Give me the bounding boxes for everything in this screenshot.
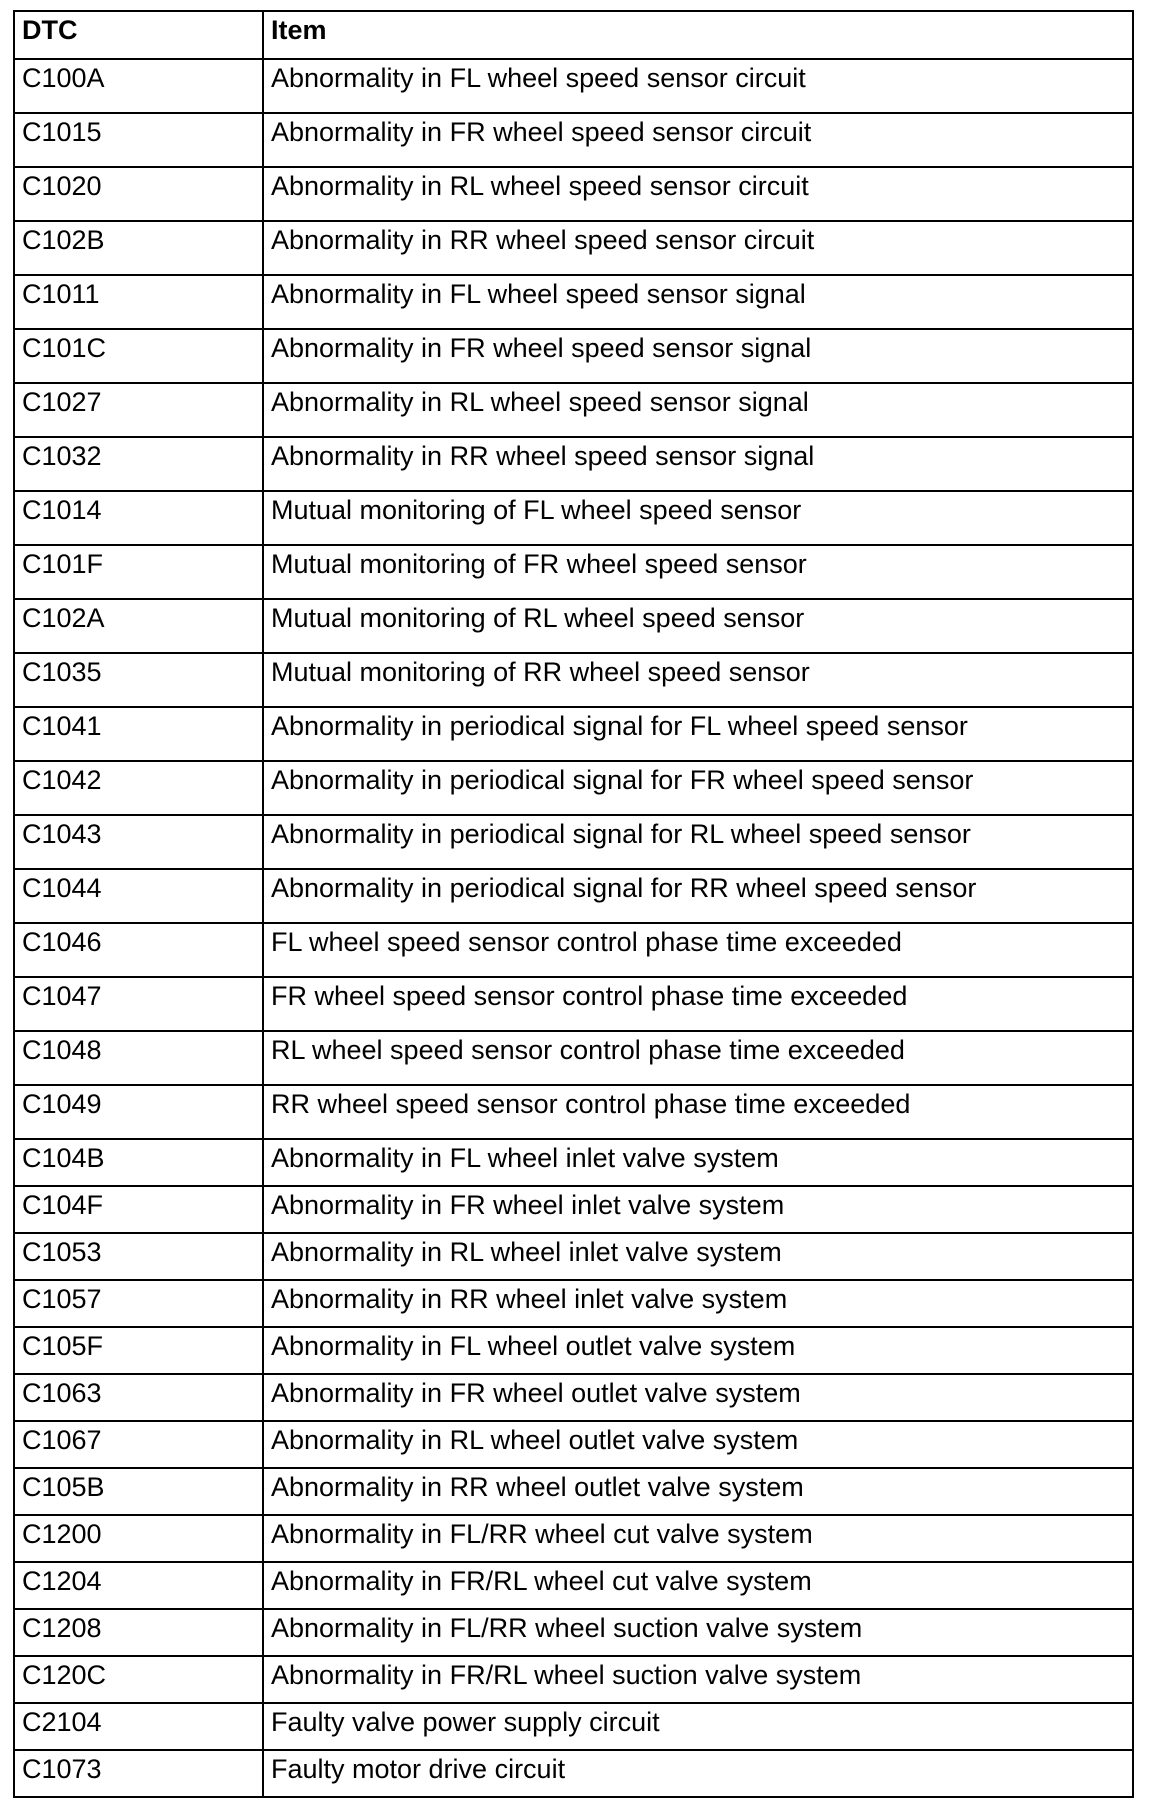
dtc-code-cell: C1067 xyxy=(14,1421,263,1468)
table-row xyxy=(14,977,1133,1031)
dtc-item-cell: Abnormality in FL wheel speed sensor signal xyxy=(263,275,1133,329)
table-row xyxy=(14,1139,1133,1186)
dtc-item-cell: Abnormality in FR wheel speed sensor signal xyxy=(263,329,1133,383)
dtc-item-cell: Abnormality in RR wheel speed sensor circuit xyxy=(263,221,1133,275)
table-row xyxy=(14,1609,1133,1656)
table-row xyxy=(14,59,1133,113)
dtc-code-cell: C1200 xyxy=(14,1515,263,1562)
table-row xyxy=(14,815,1133,869)
dtc-code-cell: C1035 xyxy=(14,653,263,707)
table-row xyxy=(14,1468,1133,1515)
dtc-item-cell: Abnormality in RL wheel speed sensor circuit xyxy=(263,167,1133,221)
dtc-item-cell: Mutual monitoring of RR wheel speed sensor xyxy=(263,653,1133,707)
table-row xyxy=(14,1233,1133,1280)
table-row xyxy=(14,1280,1133,1327)
dtc-item-cell: Abnormality in FL/RR wheel cut valve system xyxy=(263,1515,1133,1562)
column-header-dtc: DTC xyxy=(14,11,263,59)
dtc-item-cell: Faulty motor drive circuit xyxy=(263,1750,1133,1797)
dtc-code-cell: C1020 xyxy=(14,167,263,221)
dtc-item-cell: Abnormality in periodical signal for FR wheel speed sensor xyxy=(263,761,1133,815)
dtc-code-cell: C1015 xyxy=(14,113,263,167)
table-row xyxy=(14,761,1133,815)
table-row xyxy=(14,113,1133,167)
dtc-code-cell: C1044 xyxy=(14,869,263,923)
dtc-item-cell: Abnormality in FR wheel speed sensor circuit xyxy=(263,113,1133,167)
dtc-code-cell: C1046 xyxy=(14,923,263,977)
table-row xyxy=(14,275,1133,329)
dtc-item-cell: Abnormality in RR wheel outlet valve system xyxy=(263,1468,1133,1515)
table-row xyxy=(14,545,1133,599)
dtc-code-cell: C2104 xyxy=(14,1703,263,1750)
table-row xyxy=(14,653,1133,707)
dtc-code-cell: C1204 xyxy=(14,1562,263,1609)
table-header-row xyxy=(14,11,1133,59)
dtc-item-cell: Abnormality in RL wheel outlet valve system xyxy=(263,1421,1133,1468)
dtc-code-cell: C101F xyxy=(14,545,263,599)
dtc-code-cell: C1042 xyxy=(14,761,263,815)
table-row xyxy=(14,1515,1133,1562)
table-row xyxy=(14,923,1133,977)
dtc-item-cell: Mutual monitoring of FR wheel speed sensor xyxy=(263,545,1133,599)
dtc-code-cell: C1014 xyxy=(14,491,263,545)
dtc-code-cell: C1041 xyxy=(14,707,263,761)
dtc-item-cell: Abnormality in FL wheel outlet valve system xyxy=(263,1327,1133,1374)
table-row xyxy=(14,329,1133,383)
dtc-code-cell: C102B xyxy=(14,221,263,275)
table-row xyxy=(14,491,1133,545)
table-row xyxy=(14,869,1133,923)
dtc-code-cell: C102A xyxy=(14,599,263,653)
table-body xyxy=(14,59,1133,1797)
dtc-code-cell: C1047 xyxy=(14,977,263,1031)
dtc-item-cell: FR wheel speed sensor control phase time exceeded xyxy=(263,977,1133,1031)
dtc-item-cell: Abnormality in periodical signal for FL wheel speed sensor xyxy=(263,707,1133,761)
dtc-item-cell: Abnormality in FR wheel inlet valve system xyxy=(263,1186,1133,1233)
dtc-item-cell: FL wheel speed sensor control phase time exceeded xyxy=(263,923,1133,977)
table-row xyxy=(14,1750,1133,1797)
table-row xyxy=(14,1562,1133,1609)
dtc-item-cell: Abnormality in FL/RR wheel suction valve system xyxy=(263,1609,1133,1656)
table-row xyxy=(14,1656,1133,1703)
dtc-item-cell: Abnormality in RL wheel speed sensor signal xyxy=(263,383,1133,437)
dtc-item-cell: Abnormality in FR wheel outlet valve system xyxy=(263,1374,1133,1421)
dtc-code-cell: C120C xyxy=(14,1656,263,1703)
dtc-code-cell: C1049 xyxy=(14,1085,263,1139)
dtc-item-cell: Abnormality in FR/RL wheel suction valve system xyxy=(263,1656,1133,1703)
dtc-code-cell: C1057 xyxy=(14,1280,263,1327)
dtc-code-cell: C1208 xyxy=(14,1609,263,1656)
dtc-code-cell: C1073 xyxy=(14,1750,263,1797)
dtc-item-cell: Abnormality in periodical signal for RL wheel speed sensor xyxy=(263,815,1133,869)
dtc-code-cell: C1048 xyxy=(14,1031,263,1085)
table-row xyxy=(14,1031,1133,1085)
dtc-code-cell: C1043 xyxy=(14,815,263,869)
column-header-item: Item xyxy=(263,11,1133,59)
table-row xyxy=(14,167,1133,221)
table-row xyxy=(14,383,1133,437)
dtc-code-cell: C1011 xyxy=(14,275,263,329)
dtc-item-cell: Mutual monitoring of FL wheel speed sensor xyxy=(263,491,1133,545)
dtc-code-cell: C1027 xyxy=(14,383,263,437)
dtc-table xyxy=(13,10,1134,1798)
dtc-item-cell: Faulty valve power supply circuit xyxy=(263,1703,1133,1750)
table-row xyxy=(14,599,1133,653)
dtc-item-cell: Abnormality in FL wheel inlet valve system xyxy=(263,1139,1133,1186)
table-row xyxy=(14,1186,1133,1233)
table-row xyxy=(14,1085,1133,1139)
dtc-item-cell: Abnormality in RR wheel inlet valve system xyxy=(263,1280,1133,1327)
dtc-item-cell: Mutual monitoring of RL wheel speed sensor xyxy=(263,599,1133,653)
table-row xyxy=(14,707,1133,761)
dtc-item-cell: Abnormality in FR/RL wheel cut valve system xyxy=(263,1562,1133,1609)
table-row xyxy=(14,1374,1133,1421)
dtc-code-cell: C1053 xyxy=(14,1233,263,1280)
dtc-item-cell: Abnormality in periodical signal for RR wheel speed sensor xyxy=(263,869,1133,923)
table-row xyxy=(14,437,1133,491)
dtc-code-cell: C104F xyxy=(14,1186,263,1233)
dtc-code-cell: C105B xyxy=(14,1468,263,1515)
dtc-item-cell: Abnormality in RR wheel speed sensor signal xyxy=(263,437,1133,491)
dtc-item-cell: Abnormality in RL wheel inlet valve system xyxy=(263,1233,1133,1280)
dtc-code-cell: C104B xyxy=(14,1139,263,1186)
table-row xyxy=(14,1703,1133,1750)
table-row xyxy=(14,221,1133,275)
dtc-code-cell: C105F xyxy=(14,1327,263,1374)
table-row xyxy=(14,1421,1133,1468)
dtc-item-cell: RL wheel speed sensor control phase time exceeded xyxy=(263,1031,1133,1085)
dtc-code-cell: C101C xyxy=(14,329,263,383)
dtc-code-cell: C1063 xyxy=(14,1374,263,1421)
dtc-item-cell: RR wheel speed sensor control phase time exceeded xyxy=(263,1085,1133,1139)
table-row xyxy=(14,1327,1133,1374)
dtc-code-cell: C1032 xyxy=(14,437,263,491)
dtc-code-cell: C100A xyxy=(14,59,263,113)
dtc-item-cell: Abnormality in FL wheel speed sensor circuit xyxy=(263,59,1133,113)
